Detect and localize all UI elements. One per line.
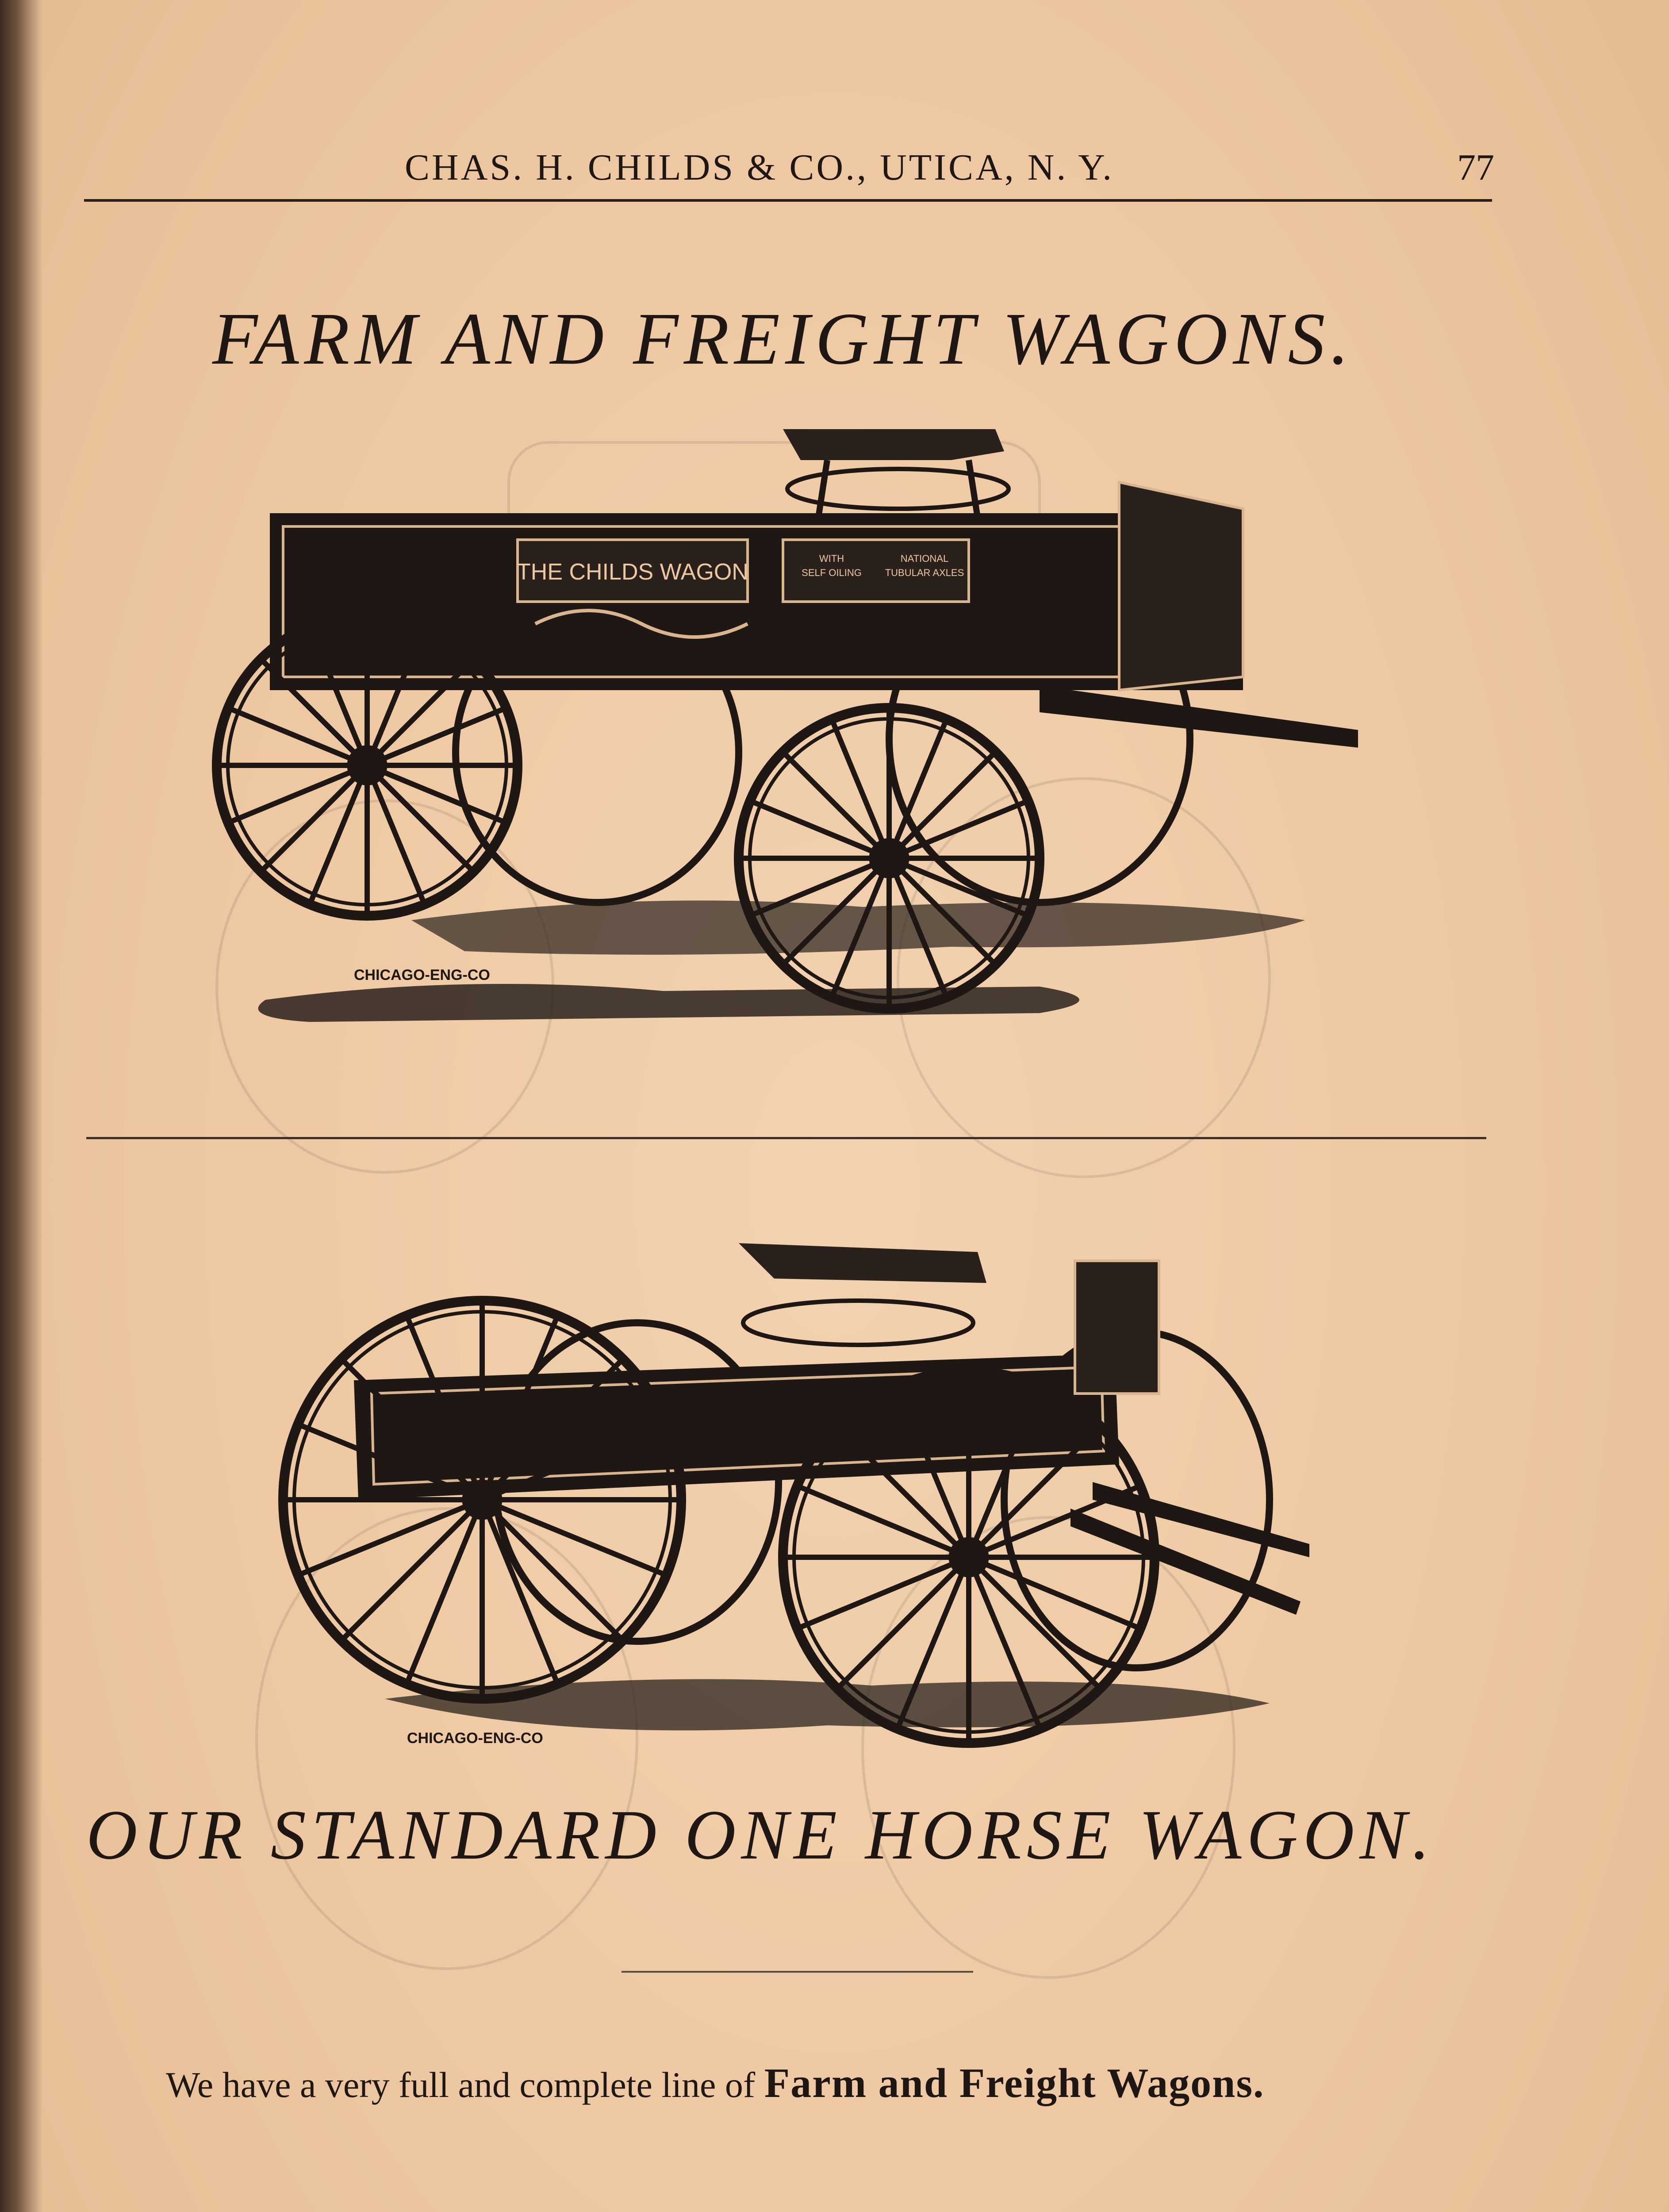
wagon-seat [739,1243,986,1345]
wagon-brand-label: THE CHILDS WAGON [517,559,748,585]
wagon-tongue [1040,686,1358,748]
book-binding-edge [0,0,42,2212]
product-line-statement [166,2059,1265,2107]
ground-shadow [385,1679,1270,1730]
farm-wagon-illustration [199,411,1393,1044]
axle-note-3: NATIONAL [900,553,949,564]
rear-near-wheel [283,1301,681,1699]
page-number: 77 [1457,147,1494,188]
wagon-seat [783,429,1009,518]
wagon-box [270,482,1243,690]
farm-wagons-title: FARM AND FREIGHT WAGONS. [212,298,1354,380]
axle-note-4: TUBULAR AXLES [885,567,964,578]
rear-near-wheel [217,615,518,916]
statement-bold: Farm and Freight Wagons. [764,2060,1265,2106]
engraver-credit-1: CHICAGO-ENG-CO [354,967,490,983]
axle-note-1: WITH [819,553,844,564]
section-divider [86,1137,1486,1139]
axle-note-2: SELF OILING [802,567,862,578]
statement-lead: We have a very full and complete line of [166,2065,764,2105]
header-title: CHAS. H. CHILDS & CO., UTICA, N. Y. [405,147,1114,188]
one-horse-wagon-title: OUR STANDARD ONE HORSE WAGON. [86,1795,1435,1874]
front-near-wheel [739,708,1040,1009]
short-divider [622,1971,973,1973]
front-near-wheel [783,1371,1155,1743]
running-header [84,133,1492,202]
one-horse-wagon-illustration [252,1234,1345,1778]
engraver-credit-2: CHICAGO-ENG-CO [407,1730,543,1747]
